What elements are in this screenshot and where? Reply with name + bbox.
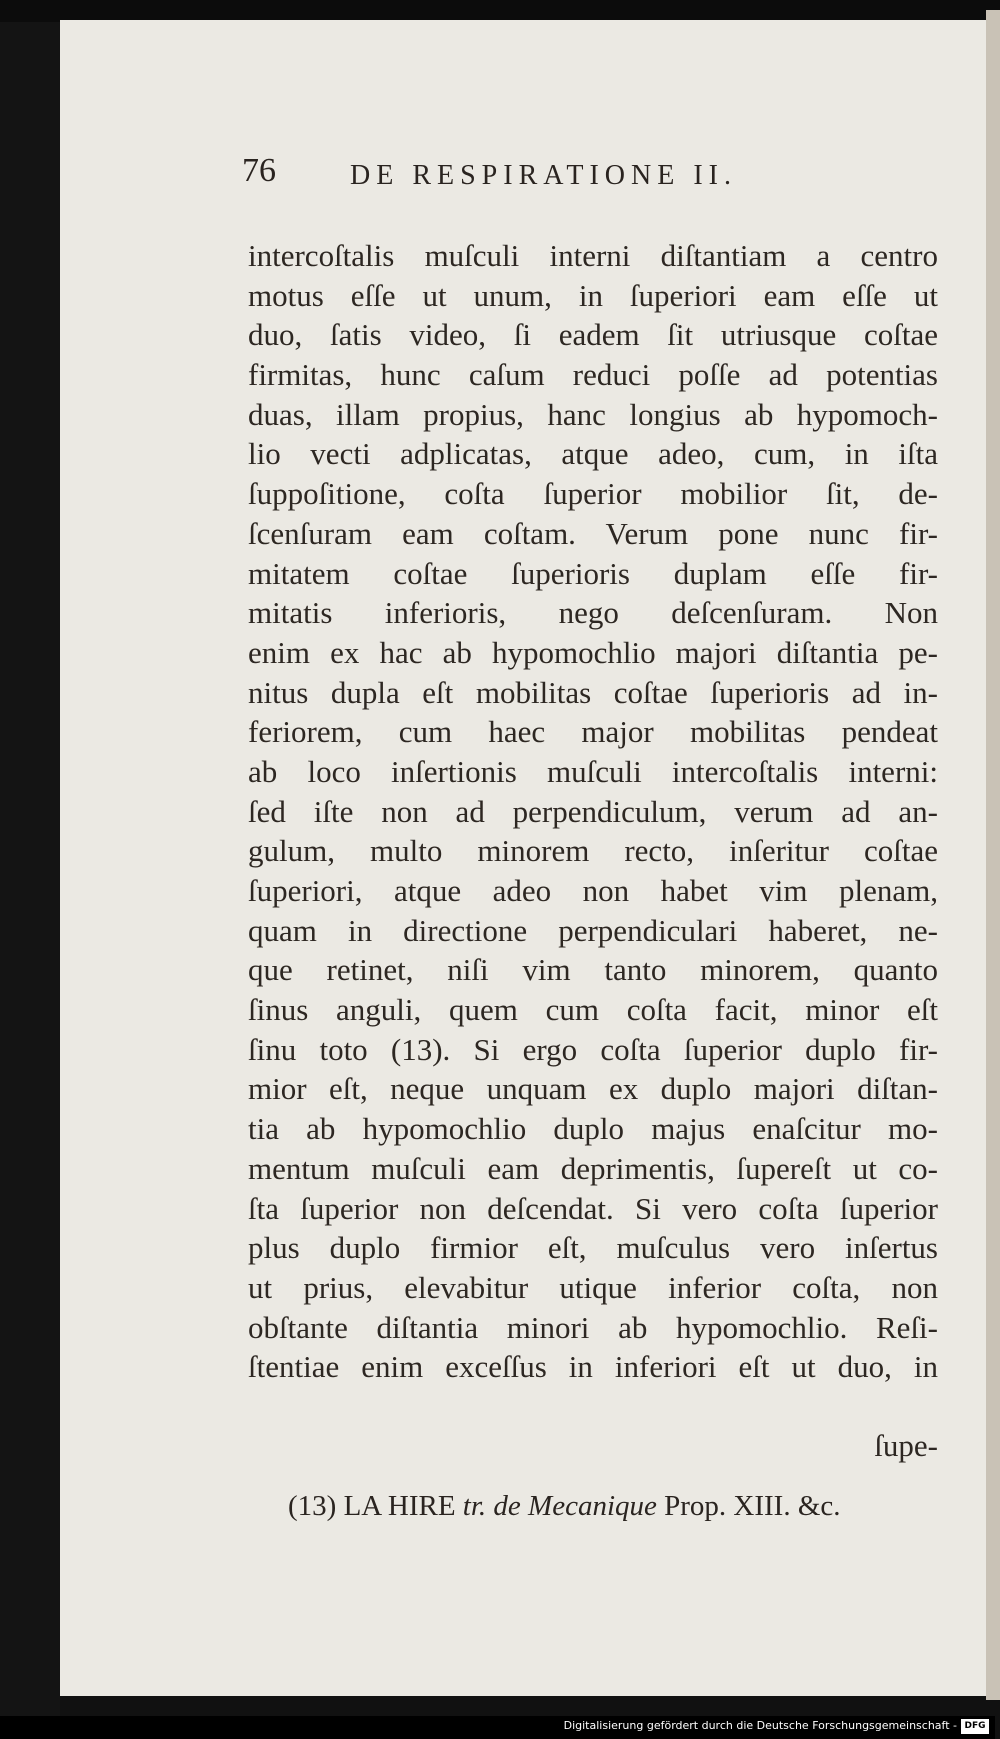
text-line: mentum muſculi eam deprimentis, ſupereſt ut co-	[248, 1150, 938, 1186]
text-line: intercoſtalis muſculi interni diſtantiam a centro	[248, 238, 938, 273]
footnote	[288, 1490, 948, 1523]
text-line: ut prius, elevabitur utique inferior coſta, non	[248, 1269, 938, 1305]
text-line: feriorem, cum haec major mobilitas pendeat	[248, 714, 938, 750]
text-line: motus eſſe ut unum, in ſuperiori eam eſſe ut	[248, 277, 938, 313]
footnote-ref: Prop. XIII. &c.	[664, 1490, 841, 1522]
text-line: mitatem coſtae ſuperioris duplam eſſe fir-	[248, 555, 938, 591]
footnote-marker: (13)	[288, 1490, 337, 1522]
footer-credit: Digitalisierung gefördert durch die Deutsche Forschungsgemeinschaft -	[563, 1719, 957, 1732]
text-line: ſinu toto (13). Si ergo coſta ſuperior duplo fir-	[248, 1031, 938, 1067]
text-line: ſta ſuperior non deſcendat. Si vero coſta ſuperior	[248, 1190, 938, 1226]
body-text	[248, 236, 938, 1387]
text-line: ſuppoſitione, coſta ſuperior mobilior ſit, de-	[248, 476, 938, 512]
text-line: ſcenſuram eam coſtam. Verum pone nunc fir-	[248, 515, 938, 551]
footnote-author: LA HIRE	[343, 1490, 456, 1522]
text-line: gulum, multo minorem recto, inſeritur coſtae	[248, 833, 938, 869]
dfg-logo-icon: DFG	[961, 1719, 989, 1734]
page-edge	[986, 10, 1000, 1700]
text-line: ſed iſte non ad perpendiculum, verum ad an-	[248, 793, 938, 829]
text-line: ſtentiae enim exceſſus in inferiori eſt ut duo, in	[248, 1349, 938, 1385]
text-line: duas, illam propius, hanc longius ab hypomoch-	[248, 396, 938, 432]
text-line: que retinet, niſi vim tanto minorem, quanto	[248, 952, 938, 988]
scan-top-edge	[0, 0, 1000, 22]
text-line: obſtante diſtantia minori ab hypomochlio. Reſi-	[248, 1309, 938, 1345]
text-line: quam in directione perpendiculari haberet, ne-	[248, 912, 938, 948]
book-gutter	[0, 0, 60, 1739]
text-line: plus duplo firmior eſt, muſculus vero inſertus	[248, 1230, 938, 1266]
text-line: mitatis inferioris, nego deſcenſuram. Non	[248, 595, 938, 631]
page-number: 76	[242, 152, 276, 189]
running-head: DE RESPIRATIONE II.	[350, 160, 737, 191]
text-line: nitus dupla eſt mobilitas coſtae ſuperioris ad in-	[248, 674, 938, 710]
catchword: ſupe-	[874, 1428, 938, 1463]
text-line: lio vecti adplicatas, atque adeo, cum, in iſta	[248, 436, 938, 472]
text-line: ab loco inſertionis muſculi intercoſtalis interni:	[248, 753, 938, 789]
text-line: enim ex hac ab hypomochlio majori diſtantia pe-	[248, 634, 938, 670]
page-header	[242, 152, 942, 202]
text-line: ſinus anguli, quem cum coſta facit, minor eſt	[248, 992, 938, 1028]
text-line: mior eſt, neque unquam ex duplo majori diſtan-	[248, 1071, 938, 1107]
digitization-footer	[0, 1716, 995, 1739]
text-line: duo, ſatis video, ſi eadem ſit utriusque coſtae	[248, 317, 938, 353]
footnote-title: tr. de Mecanique	[462, 1490, 657, 1522]
text-line: ſuperiori, atque adeo non habet vim plenam,	[248, 873, 938, 908]
text-line: tia ab hypomochlio duplo majus enaſcitur mo-	[248, 1111, 938, 1147]
text-line: firmitas, hunc caſum reduci poſſe ad potentias	[248, 357, 938, 393]
